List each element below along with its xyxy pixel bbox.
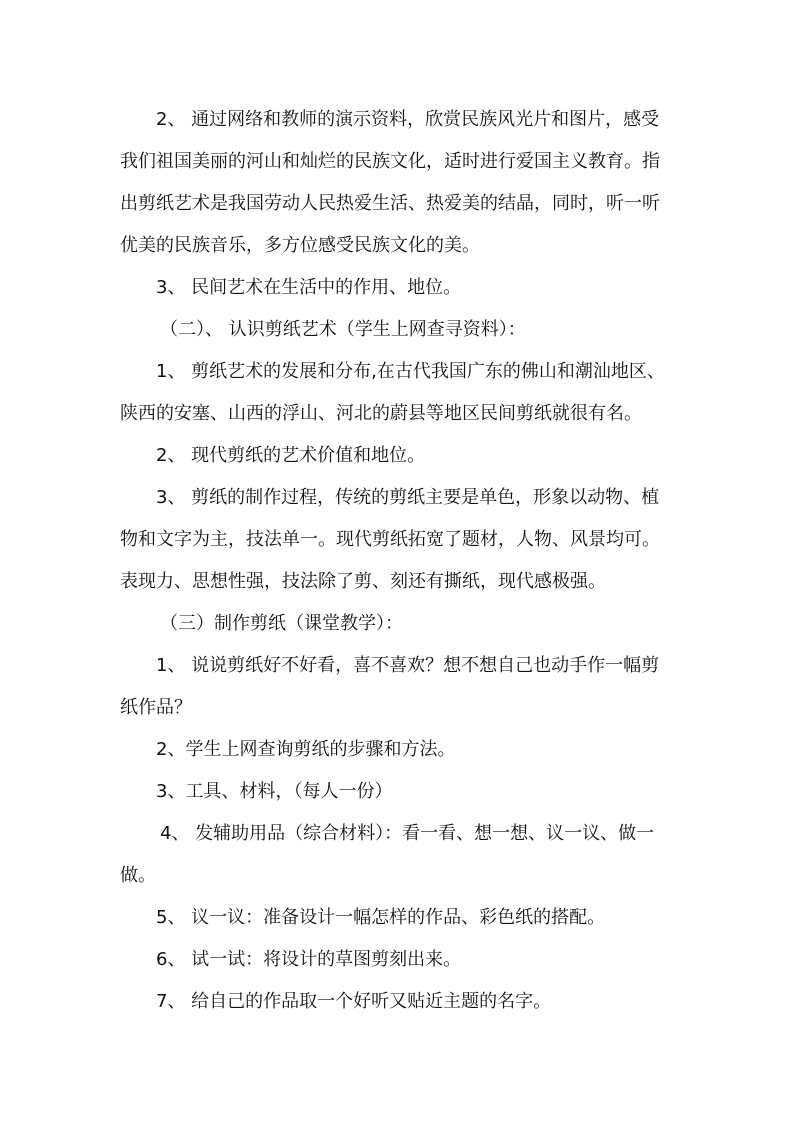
text-line: 4、 发辅助用品（综合材料）：看一看、想一想、议一议、做一 — [160, 823, 655, 844]
text-line: 做。 — [120, 865, 156, 886]
text-line: 我们祖国美丽的河山和灿烂的民族文化，适时进行爱国主义教育。指 — [120, 151, 660, 172]
text-line: 1、 说说剪纸好不好看，喜不喜欢？想不想自己也动手作一幅剪 — [156, 655, 660, 676]
text-line: 纸作品？ — [120, 697, 192, 718]
text-line: 优美的民族音乐，多方位感受民族文化的美。 — [120, 235, 480, 256]
text-line: 7、 给自己的作品取一个好听又贴近主题的名字。 — [156, 991, 552, 1012]
text-line: 5、 议一议：准备设计一幅怎样的作品、彩色纸的搭配。 — [156, 907, 606, 928]
text-line: 3、工具、材料，（每人一份） — [156, 781, 393, 802]
text-line: 3、 民间艺术在生活中的作用、地位。 — [156, 277, 462, 298]
text-line: 表现力、思想性强，技法除了剪、刻还有撕纸，现代感极强。 — [120, 571, 606, 592]
text-line: 6、 试一试：将设计的草图剪刻出来。 — [156, 949, 462, 970]
text-line: 陕西的安塞、山西的浮山、河北的蔚县等地区民间剪纸就很有名。 — [120, 403, 642, 424]
text-line: 2、 通过网络和教师的演示资料，欣赏民族风光片和图片，感受 — [156, 109, 660, 130]
text-line: 出剪纸艺术是我国劳动人民热爱生活、热爱美的结晶，同时，听一听 — [120, 193, 660, 214]
text-line: 2、 现代剪纸的艺术价值和地位。 — [156, 445, 426, 466]
section-heading: （三）制作剪纸（课堂教学）： — [160, 613, 403, 634]
text-line: 3、 剪纸的制作过程，传统的剪纸主要是单色，形象以动物、植 — [156, 487, 660, 508]
text-line: 2、学生上网查询剪纸的步骤和方法。 — [156, 739, 456, 760]
text-line: 物和文字为主，技法单一。现代剪纸拓宽了题材，人物、风景均可。 — [120, 529, 660, 550]
text-line: 1、 剪纸艺术的发展和分布,在古代我国广东的佛山和潮汕地区、 — [156, 361, 665, 382]
section-heading: （二）、 认识剪纸艺术（学生上网查寻资料）： — [160, 319, 526, 340]
